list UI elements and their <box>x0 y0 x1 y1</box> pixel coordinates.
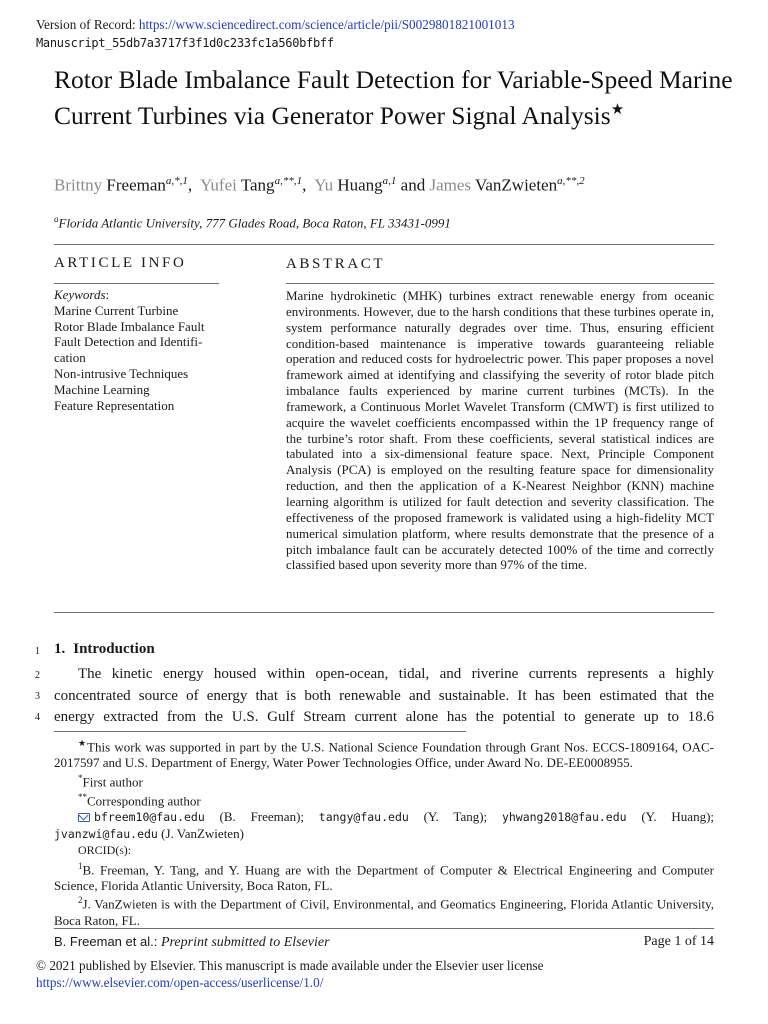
footnote-text: Corresponding author <box>87 793 201 809</box>
email-address[interactable]: yhwang2018@fau.edu <box>501 810 627 825</box>
author-sup[interactable]: a,*,1 <box>165 175 188 187</box>
section-number: 1. <box>54 641 66 657</box>
keyword: cation <box>54 350 86 366</box>
keywords-label: Keywords <box>54 287 106 302</box>
author-and: and <box>400 175 426 195</box>
divider-mid <box>54 612 714 613</box>
page-number: Page 1 of 14 <box>643 934 714 949</box>
intro-paragraph <box>54 664 714 729</box>
author-given: James <box>429 175 472 195</box>
footnote-mark: * <box>78 772 83 783</box>
abstract-text: Marine hydrokinetic (MHK) turbines extract renewable energy from oceanic environments. However, due to the harsh conditions that these turbines operate in, system performance naturally degrades over time. Thus, ensuring efficient condition-based maintenance is imperative towards guaranteeing reliable operation and reduced costs for hydroelectric power. This paper proposes a novel framework aimed at identifying and classifying the severity of rotor blade pitch imbalance faults experienced by marine current turbines (MCTs). In the framework, a Continuous Morlet Wavelet Transform (CMWT) is first utilized to acquire the wavelet coefficients encompassed within the 1P frequency range of the turbine’s rotor shaft. From these coefficients, several statistical indices are tabulated into a six-dimensional feature space. Next, Principle Component Analysis (PCA) is employed on the resulting feature space for dimensionality reduction, and then the application of a K-Nearest Neighbor (KNN) machine learning algorithm is utilized for fault detection and severity classification. The effectiveness of the proposed framework is validated using a high-fidelity MCT numerical simulation platform, where results demonstrate that the presence of a pitch imbalance fault can be accurately detected 100% of the time and correctly classified based upon severity more than 97% of the time. <box>286 288 714 573</box>
abstract-heading: ABSTRACT <box>286 256 386 272</box>
footnote-text: J. VanZwieten is with the Department of Civil, Environmental, and Geomatics Engineering, Florida Atlantic University, Boca Raton, FL. <box>54 896 714 928</box>
footer-authors: B. Freeman et al.: <box>54 934 161 949</box>
line-number: 4 <box>35 712 40 723</box>
body-line: The kinetic energy housed within open-ocean, tidal, and riverine currents represents a highly <box>78 666 714 682</box>
footnote-corresponding <box>54 790 714 809</box>
keyword: Fault Detection and Identifi- <box>54 334 203 350</box>
email-owner: (B. Freeman); <box>204 809 319 825</box>
email-address[interactable]: tangy@fau.edu <box>318 810 409 825</box>
email-icon <box>78 813 90 822</box>
version-link[interactable]: https://www.sciencedirect.com/science/article/pii/S0029801821001013 <box>138 17 515 32</box>
keyword: Marine Current Turbine <box>54 302 179 318</box>
footer-rule <box>54 928 714 929</box>
author-family: Tang <box>240 175 275 195</box>
line-number: 1 <box>35 646 40 657</box>
article-info-rule <box>54 283 219 284</box>
author-sup[interactable]: a,1 <box>382 175 397 187</box>
divider-top <box>54 244 714 245</box>
manuscript-id: Manuscript_55db7a3717f3f1d0c233fc1a560bfbff <box>36 36 334 50</box>
author-sep: , <box>302 175 307 195</box>
license-text: © 2021 published by Elsevier. This manuscript is made available under the Elsevier user license <box>36 958 544 973</box>
license-link[interactable]: https://www.elsevier.com/open-access/userlicense/1.0/ <box>36 974 324 990</box>
author-sup[interactable]: a,**,2 <box>557 175 585 187</box>
footnote-rule <box>54 731 466 732</box>
article-info-heading: ARTICLE INFO <box>54 255 187 271</box>
keyword: Machine Learning <box>54 381 150 397</box>
body-line: energy extracted from the U.S. Gulf Stream current alone has the potential to generate up to 18.6 <box>54 709 714 725</box>
line-number: 2 <box>35 670 40 681</box>
body-line: concentrated source of energy that is both renewable and sustainable. It has been estimated that the <box>54 687 714 704</box>
license-notice <box>36 958 543 991</box>
email-owner: (Y. Tang); <box>408 809 502 825</box>
author-family: Freeman <box>106 175 166 195</box>
running-footer <box>54 934 330 951</box>
footer-venue: Preprint submitted to Elsevier <box>160 935 330 950</box>
keywords-block: Keywords: Marine Current Turbine Rotor Blade Imbalance Fault Fault Detection and Identifi- cation Non-intrusive Techniques Machine Learning Feature Representation <box>54 287 229 413</box>
author-sep: , <box>187 175 193 195</box>
affiliation-text: Florida Atlantic University, 777 Glades Road, Boca Raton, FL 33431-0991 <box>58 215 451 231</box>
section-heading-introduction <box>54 641 155 658</box>
email-address[interactable]: bfreem10@fau.edu <box>94 810 205 825</box>
author-sup[interactable]: a,**,1 <box>274 175 303 187</box>
keyword: Non-intrusive Techniques <box>54 365 189 381</box>
footnote-mark: 1 <box>78 860 83 871</box>
title-text: Rotor Blade Imbalance Fault Detection for Variable-Speed Marine Current Turbines via Generator Power Signal Analysis <box>54 65 733 130</box>
abstract-rule <box>286 283 714 284</box>
footnote-text: This work was supported in part by the U.S. National Science Foundation through Grant Nos. ECCS-1809164, OAC-2017597 and U.S. Department of Energy, Water Power Technologies Office, under Award No. DE-EE0008955. <box>54 739 714 771</box>
author-given: Yu <box>314 175 334 195</box>
orcid-label: ORCID(s): <box>78 842 132 857</box>
footnote-mark: ** <box>78 792 87 803</box>
footnote-funding <box>54 736 714 771</box>
title-footnote-star[interactable]: ★ <box>610 102 625 118</box>
footnotes <box>54 736 714 928</box>
footnote-mark: ★ <box>78 738 88 748</box>
email-owner: (J. VanZwieten) <box>157 825 244 841</box>
author-family: VanZwieten <box>474 175 558 195</box>
footnote-first-author <box>54 771 714 790</box>
footnote-text: B. Freeman, Y. Tang, and Y. Huang are with the Department of Computer & Electrical Engineering and Computer Science, Florida Atlantic University, Boca Raton, FL. <box>54 861 714 893</box>
author-given: Brittny <box>54 175 103 195</box>
version-label: Version of Record: <box>36 17 139 32</box>
section-title: Introduction <box>73 641 155 657</box>
paper-title <box>54 64 734 131</box>
line-number: 3 <box>35 691 40 702</box>
footnote-emails <box>54 809 714 843</box>
footnote-1 <box>54 859 714 894</box>
author-family: Huang <box>337 175 383 195</box>
keyword: Rotor Blade Imbalance Fault <box>54 318 205 334</box>
affiliation <box>54 214 451 231</box>
author-given: Yufei <box>200 175 237 195</box>
email-address[interactable]: jvanzwi@fau.edu <box>54 826 158 841</box>
version-of-record <box>36 17 515 33</box>
author-list <box>54 175 585 196</box>
footnote-text: First author <box>82 774 143 790</box>
keyword: Feature Representation <box>54 397 175 413</box>
affiliation-mark: a <box>54 214 59 224</box>
footnote-2 <box>54 893 714 928</box>
footnote-mark: 2 <box>78 895 83 906</box>
email-owner: (Y. Huang); <box>626 809 715 825</box>
